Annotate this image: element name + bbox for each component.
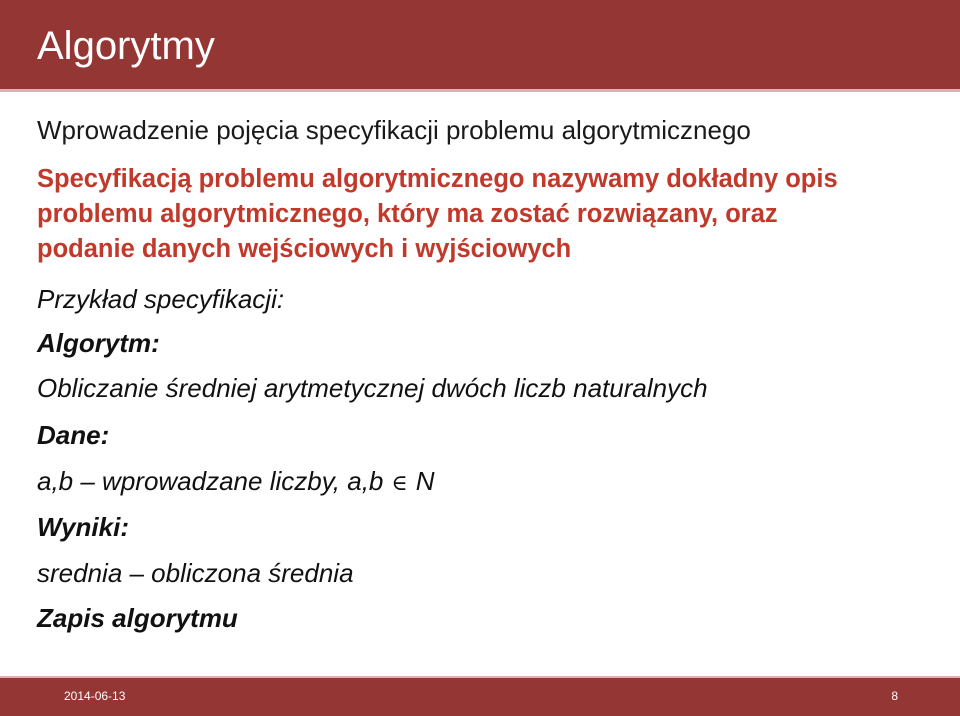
example-label: Przykład specyfikacji:: [37, 284, 285, 314]
definition-line-1: Specyfikacją problemu algorytmicznego nazywamy dokładny opis: [37, 165, 838, 193]
data-description-suffix: N: [415, 466, 435, 496]
data-description: [37, 464, 434, 501]
results-description: srednia – obliczona średnia: [37, 558, 354, 588]
page-number: 8: [891, 689, 898, 703]
data-description-prefix: a,b – wprowadzane liczby, a,b: [37, 466, 384, 496]
definition-line-3: podanie danych wejściowych i wyjściowych: [37, 235, 572, 263]
data-label: Dane:: [37, 420, 110, 450]
algorithm-notation-heading: Zapis algorytmu: [37, 603, 238, 633]
title-bar: [0, 0, 960, 92]
slide-title: Algorytmy: [37, 24, 215, 68]
element-of-icon: ∈: [391, 471, 408, 496]
algorithm-label: Algorytm:: [37, 328, 160, 358]
footer-bar: [0, 676, 960, 716]
algorithm-description: Obliczanie średniej arytmetycznej dwóch liczb naturalnych: [37, 373, 708, 403]
results-label: Wyniki:: [37, 512, 129, 542]
definition-line-2: problemu algorytmicznego, który ma zostać rozwiązany, oraz: [37, 200, 778, 228]
footer-date: 2014-06-13: [64, 689, 126, 703]
intro-text: Wprowadzenie pojęcia specyfikacji problemu algorytmicznego: [37, 115, 751, 145]
